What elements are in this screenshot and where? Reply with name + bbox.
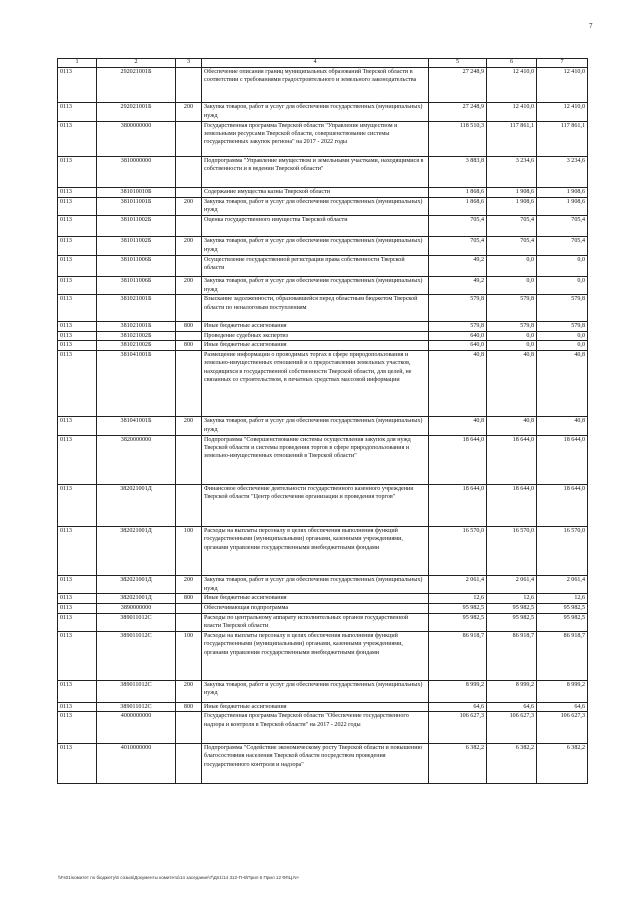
amount-year3-cell: 64,6: [537, 702, 588, 712]
table-row: [58, 613, 588, 631]
expense-type-cell: 800: [176, 322, 202, 332]
table-row: [58, 188, 588, 198]
table-row: [58, 484, 588, 526]
amount-year3-cell: 95 982,5: [537, 603, 588, 613]
column-header: 1: [58, 59, 97, 68]
target-article-cell: 381011006Б: [97, 277, 176, 295]
amount-year1-cell: 86 918,7: [429, 631, 487, 680]
amount-year1-cell: 8 999,2: [429, 680, 487, 702]
target-article-cell: 381021001Б: [97, 322, 176, 332]
amount-year1-cell: 1 868,6: [429, 197, 487, 215]
expense-type-cell: [176, 351, 202, 417]
expense-type-cell: [176, 255, 202, 277]
expense-type-cell: 800: [176, 594, 202, 604]
expense-type-cell: 200: [176, 103, 202, 121]
section-code-cell: 0113: [58, 527, 97, 576]
target-article-cell: 381010010Б: [97, 188, 176, 198]
amount-year2-cell: 0,0: [487, 331, 537, 341]
item-name-cell: Расходы на выплаты персоналу в целях обеспечения выполнения функций государственными (муниципальными) органами, казенными учреждениями, органами управления государственными внебюджетными фондами: [202, 631, 429, 680]
table-row: [58, 576, 588, 594]
file-path-footer: \\Fs01\комитет по бюджету\6 созыв\Документы комитета\14 заседание\7\Дп1\14 312-П-6\Прил 6 Прил 12 ФЛЦ.N+: [58, 875, 300, 880]
item-name-cell: Обеспечивающая подпрограмма: [202, 603, 429, 613]
amount-year2-cell: 18 644,0: [487, 484, 537, 526]
target-article-cell: 381011006Б: [97, 255, 176, 277]
table-row: [58, 680, 588, 702]
table-row: [58, 103, 588, 121]
expense-type-cell: [176, 603, 202, 613]
amount-year2-cell: 0,0: [487, 255, 537, 277]
column-header: 5: [429, 59, 487, 68]
amount-year3-cell: 579,8: [537, 322, 588, 332]
expense-type-cell: [176, 331, 202, 341]
item-name-cell: Обеспечение описания границ муниципальных образований Тверской области в соответствии с требованиями градостроительного и земельного законодательства: [202, 68, 429, 103]
expense-type-cell: [176, 435, 202, 484]
table-row: [58, 702, 588, 712]
section-code-cell: 0113: [58, 295, 97, 322]
target-article-cell: 381041001Б: [97, 351, 176, 417]
amount-year1-cell: 6 382,2: [429, 744, 487, 784]
amount-year3-cell: 8 999,2: [537, 680, 588, 702]
amount-year2-cell: 0,0: [487, 277, 537, 295]
amount-year2-cell: 40,8: [487, 417, 537, 435]
item-name-cell: Государственная программа Тверской области "Обеспечение государственного надзора и контроля в Тверской области" на 2017 - 2022 годы: [202, 712, 429, 744]
table-row: [58, 341, 588, 351]
amount-year1-cell: 640,0: [429, 341, 487, 351]
section-code-cell: 0113: [58, 712, 97, 744]
section-code-cell: 0113: [58, 744, 97, 784]
amount-year1-cell: 49,2: [429, 255, 487, 277]
item-name-cell: Проведение судебных экспертиз: [202, 331, 429, 341]
amount-year3-cell: 40,8: [537, 417, 588, 435]
column-header: 6: [487, 59, 537, 68]
item-name-cell: Размещение информации о проводимых торгах в сфере природопользования и земельно-имущественных отношений и о предоставлении земельных участков, находящихся в государственной собственности Тверской области, для целей, не связанных со строительством, в печатных средствах массовой информации: [202, 351, 429, 417]
table-row: [58, 68, 588, 103]
target-article-cell: 389011012С: [97, 631, 176, 680]
table-row: [58, 631, 588, 680]
section-code-cell: 0113: [58, 215, 97, 237]
amount-year3-cell: 12 410,0: [537, 103, 588, 121]
amount-year2-cell: 95 982,5: [487, 613, 537, 631]
table-row: [58, 237, 588, 255]
amount-year3-cell: 106 627,3: [537, 712, 588, 744]
amount-year3-cell: 86 918,7: [537, 631, 588, 680]
table-row: [58, 295, 588, 322]
amount-year1-cell: 579,8: [429, 295, 487, 322]
expense-type-cell: 800: [176, 702, 202, 712]
section-code-cell: 0113: [58, 435, 97, 484]
page-number: 7: [589, 22, 593, 30]
section-code-cell: 0113: [58, 121, 97, 156]
target-article-cell: 381021001Б: [97, 295, 176, 322]
amount-year1-cell: 1 868,6: [429, 188, 487, 198]
item-name-cell: Подпрограмма "Управление имуществом и земельными участками, находящимися в собственности и в ведении Тверской области": [202, 156, 429, 187]
amount-year1-cell: 49,2: [429, 277, 487, 295]
amount-year3-cell: 95 982,5: [537, 613, 588, 631]
section-code-cell: 0113: [58, 631, 97, 680]
amount-year2-cell: 64,6: [487, 702, 537, 712]
column-header: 7: [537, 59, 588, 68]
budget-table: [57, 58, 588, 784]
expense-type-cell: [176, 68, 202, 103]
amount-year3-cell: 579,8: [537, 295, 588, 322]
item-name-cell: Закупка товаров, работ и услуг для обеспечения государственных (муниципальных) нужд: [202, 417, 429, 435]
target-article-cell: 3820000000: [97, 435, 176, 484]
amount-year1-cell: 95 982,5: [429, 603, 487, 613]
amount-year2-cell: 6 382,2: [487, 744, 537, 784]
amount-year3-cell: 705,4: [537, 215, 588, 237]
section-code-cell: 0113: [58, 351, 97, 417]
table-row: [58, 322, 588, 332]
target-article-cell: 382021001Д: [97, 527, 176, 576]
table-row: [58, 121, 588, 156]
item-name-cell: Расходы на выплаты персоналу в целях обеспечения выполнения функций государственными (муниципальными) органами, казенными учреждениями, органами управления государственными внебюджетными фондами: [202, 527, 429, 576]
target-article-cell: 4000000000: [97, 712, 176, 744]
table-row: [58, 527, 588, 576]
target-article-cell: 3810000000: [97, 156, 176, 187]
section-code-cell: 0113: [58, 680, 97, 702]
item-name-cell: Иные бюджетные ассигнования: [202, 322, 429, 332]
amount-year2-cell: 3 234,6: [487, 156, 537, 187]
section-code-cell: 0113: [58, 237, 97, 255]
amount-year2-cell: 1 908,6: [487, 197, 537, 215]
table-row: [58, 594, 588, 604]
section-code-cell: 0113: [58, 255, 97, 277]
section-code-cell: 0113: [58, 484, 97, 526]
expense-type-cell: [176, 484, 202, 526]
target-article-cell: 389011012С: [97, 613, 176, 631]
target-article-cell: 389011012С: [97, 702, 176, 712]
section-code-cell: 0113: [58, 322, 97, 332]
expense-type-cell: 200: [176, 277, 202, 295]
item-name-cell: Закупка товаров, работ и услуг для обеспечения государственных (муниципальных) нужд: [202, 576, 429, 594]
amount-year1-cell: 18 644,0: [429, 484, 487, 526]
section-code-cell: 0113: [58, 277, 97, 295]
table-row: [58, 351, 588, 417]
amount-year2-cell: 2 061,4: [487, 576, 537, 594]
section-code-cell: 0113: [58, 197, 97, 215]
amount-year1-cell: 12,6: [429, 594, 487, 604]
table-row: [58, 277, 588, 295]
amount-year2-cell: 117 861,1: [487, 121, 537, 156]
section-code-cell: 0113: [58, 103, 97, 121]
expense-type-cell: 200: [176, 417, 202, 435]
target-article-cell: 389011012С: [97, 680, 176, 702]
table-row: [58, 156, 588, 187]
item-name-cell: Закупка товаров, работ и услуг для обеспечения государственных (муниципальных) нужд: [202, 197, 429, 215]
column-header: 3: [176, 59, 202, 68]
amount-year3-cell: 0,0: [537, 341, 588, 351]
expense-type-cell: 200: [176, 197, 202, 215]
target-article-cell: 381011002Б: [97, 237, 176, 255]
amount-year2-cell: 705,4: [487, 237, 537, 255]
table-row: [58, 744, 588, 784]
amount-year1-cell: 95 982,5: [429, 613, 487, 631]
amount-year1-cell: 640,0: [429, 331, 487, 341]
amount-year1-cell: 18 644,0: [429, 435, 487, 484]
item-name-cell: Содержание имущества казны Тверской области: [202, 188, 429, 198]
amount-year1-cell: 16 570,0: [429, 527, 487, 576]
section-code-cell: 0113: [58, 156, 97, 187]
section-code-cell: 0113: [58, 613, 97, 631]
item-name-cell: Взыскание задолженности, образовавшейся перед областным бюджетом Тверской области по неналоговым поступлениям: [202, 295, 429, 322]
table-row: [58, 197, 588, 215]
expense-type-cell: [176, 215, 202, 237]
expense-type-cell: [176, 156, 202, 187]
column-header: 4: [202, 59, 429, 68]
amount-year1-cell: 64,6: [429, 702, 487, 712]
item-name-cell: Расходы по центральному аппарату исполнительных органов государственной власти Тверской области: [202, 613, 429, 631]
item-name-cell: Иные бюджетные ассигнования: [202, 702, 429, 712]
amount-year3-cell: 18 644,0: [537, 435, 588, 484]
amount-year2-cell: 16 570,0: [487, 527, 537, 576]
amount-year3-cell: 40,8: [537, 351, 588, 417]
target-article-cell: 292021001Б: [97, 68, 176, 103]
amount-year1-cell: 27 248,9: [429, 68, 487, 103]
amount-year3-cell: 1 908,6: [537, 188, 588, 198]
item-name-cell: Закупка товаров, работ и услуг для обеспечения государственных (муниципальных) нужд: [202, 237, 429, 255]
target-article-cell: 4010000000: [97, 744, 176, 784]
item-name-cell: Подпрограмма "Содействие экономическому росту Тверской области и повышению благосостояния населения Тверской области посредством проведения государственного контроля и надзора": [202, 744, 429, 784]
section-code-cell: 0113: [58, 331, 97, 341]
item-name-cell: Иные бюджетные ассигнования: [202, 594, 429, 604]
table-body: [58, 68, 588, 784]
amount-year2-cell: 0,0: [487, 341, 537, 351]
item-name-cell: Закупка товаров, работ и услуг для обеспечения государственных (муниципальных) нужд: [202, 277, 429, 295]
table-row: [58, 331, 588, 341]
amount-year3-cell: 0,0: [537, 331, 588, 341]
item-name-cell: Осуществление государственной регистрации права собственности Тверской области: [202, 255, 429, 277]
target-article-cell: 382021001Д: [97, 484, 176, 526]
column-number-row: [58, 59, 588, 68]
amount-year3-cell: 0,0: [537, 277, 588, 295]
target-article-cell: 381021002Б: [97, 341, 176, 351]
amount-year2-cell: 12,6: [487, 594, 537, 604]
expense-type-cell: [176, 188, 202, 198]
section-code-cell: 0113: [58, 603, 97, 613]
item-name-cell: Оценка государственного имущества Тверской области: [202, 215, 429, 237]
amount-year3-cell: 12,6: [537, 594, 588, 604]
amount-year2-cell: 18 644,0: [487, 435, 537, 484]
item-name-cell: Подпрограмма "Совершенствование системы осуществления закупок для нужд Тверской области и системы проведения торгов в сфере природопользования и земельно-имущественных отношений в Тверской области": [202, 435, 429, 484]
target-article-cell: 382021001Д: [97, 576, 176, 594]
table-row: [58, 712, 588, 744]
expense-type-cell: [176, 744, 202, 784]
target-article-cell: 381011002Б: [97, 215, 176, 237]
amount-year2-cell: 1 908,6: [487, 188, 537, 198]
amount-year3-cell: 0,0: [537, 255, 588, 277]
amount-year2-cell: 579,8: [487, 322, 537, 332]
amount-year3-cell: 18 644,0: [537, 484, 588, 526]
amount-year1-cell: 118 510,3: [429, 121, 487, 156]
amount-year2-cell: 86 918,7: [487, 631, 537, 680]
amount-year2-cell: 95 982,5: [487, 603, 537, 613]
section-code-cell: 0113: [58, 702, 97, 712]
amount-year1-cell: 27 248,9: [429, 103, 487, 121]
target-article-cell: 292021001Б: [97, 103, 176, 121]
table-row: [58, 215, 588, 237]
amount-year2-cell: 12 410,0: [487, 103, 537, 121]
amount-year2-cell: 40,8: [487, 351, 537, 417]
item-name-cell: Государственная программа Тверской области "Управление имуществом и земельными ресурсами Тверской области, совершенствование системы государственных закупок региона" на 2017 - 2022 годы: [202, 121, 429, 156]
table-row: [58, 417, 588, 435]
amount-year1-cell: 40,8: [429, 417, 487, 435]
section-code-cell: 0113: [58, 341, 97, 351]
amount-year2-cell: 8 999,2: [487, 680, 537, 702]
section-code-cell: 0113: [58, 594, 97, 604]
amount-year1-cell: 106 627,3: [429, 712, 487, 744]
section-code-cell: 0113: [58, 576, 97, 594]
item-name-cell: Иные бюджетные ассигнования: [202, 341, 429, 351]
amount-year3-cell: 1 908,6: [537, 197, 588, 215]
target-article-cell: 3800000000: [97, 121, 176, 156]
target-article-cell: 381041001Б: [97, 417, 176, 435]
expense-type-cell: 800: [176, 341, 202, 351]
expense-type-cell: 200: [176, 680, 202, 702]
target-article-cell: 381021002Б: [97, 331, 176, 341]
table-row: [58, 603, 588, 613]
expense-type-cell: [176, 121, 202, 156]
expense-type-cell: 100: [176, 527, 202, 576]
amount-year1-cell: 705,4: [429, 215, 487, 237]
amount-year2-cell: 705,4: [487, 215, 537, 237]
amount-year1-cell: 3 883,8: [429, 156, 487, 187]
column-header: 2: [97, 59, 176, 68]
expense-type-cell: 200: [176, 237, 202, 255]
item-name-cell: Закупка товаров, работ и услуг для обеспечения государственных (муниципальных) нужд: [202, 680, 429, 702]
table-row: [58, 435, 588, 484]
amount-year1-cell: 705,4: [429, 237, 487, 255]
section-code-cell: 0113: [58, 68, 97, 103]
amount-year2-cell: 579,8: [487, 295, 537, 322]
item-name-cell: Закупка товаров, работ и услуг для обеспечения государственных (муниципальных) нужд: [202, 103, 429, 121]
amount-year2-cell: 12 410,0: [487, 68, 537, 103]
amount-year2-cell: 106 627,3: [487, 712, 537, 744]
item-name-cell: Финансовое обеспечение деятельности государственного казенного учреждения Тверской области "Центр обеспечения организации и проведения торгов": [202, 484, 429, 526]
amount-year1-cell: 40,8: [429, 351, 487, 417]
amount-year1-cell: 2 061,4: [429, 576, 487, 594]
amount-year3-cell: 16 570,0: [537, 527, 588, 576]
expense-type-cell: [176, 613, 202, 631]
section-code-cell: 0113: [58, 417, 97, 435]
amount-year3-cell: 12 410,0: [537, 68, 588, 103]
target-article-cell: 3890000000: [97, 603, 176, 613]
amount-year3-cell: 2 061,4: [537, 576, 588, 594]
expense-type-cell: [176, 712, 202, 744]
target-article-cell: 382021001Д: [97, 594, 176, 604]
target-article-cell: 381011001Б: [97, 197, 176, 215]
amount-year3-cell: 3 234,6: [537, 156, 588, 187]
table-row: [58, 255, 588, 277]
expense-type-cell: 200: [176, 576, 202, 594]
expense-type-cell: [176, 295, 202, 322]
amount-year3-cell: 117 861,1: [537, 121, 588, 156]
amount-year1-cell: 579,8: [429, 322, 487, 332]
amount-year3-cell: 6 382,2: [537, 744, 588, 784]
expense-type-cell: 100: [176, 631, 202, 680]
section-code-cell: 0113: [58, 188, 97, 198]
amount-year3-cell: 705,4: [537, 237, 588, 255]
